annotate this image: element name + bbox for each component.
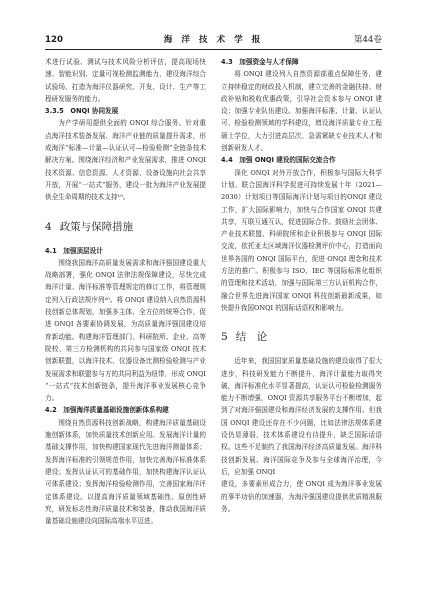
section-5-heading	[221, 330, 382, 344]
running-header	[45, 34, 382, 50]
journal-title: 海 洋 技 术 学 报	[163, 35, 264, 45]
section-4-title: 政策与保障措施	[59, 220, 134, 233]
paragraph-4-3: 将 ONQI 建设列入自然资源部重点保障任务，建立持续稳定的财政投入机制，建立完善的金融扶持、财政补贴和税收优惠政策，引导社会资本参与 ONQI 建设；加强专业队伍建设。加强海洋标准、计量、认证认可、检验检测领域的学科建设，增设海洋质量专业工程硕士学位，大力引进高层次、急需紧缺专业技术人才和创新研发人才。	[221, 70, 382, 153]
paragraph-4-2: 围绕自然资源科技创新战略，构建海洋质量基础设施创新体系，加快质量技术创新应用。发展海洋计量的基础支撑作用，加快构建国家现代先进海洋测量体系；发挥海洋标准的引领规范作用，加快完善海洋标准体系建设；发挥认证认可的基础作用，加快构建海洋认证认可体系建设；发挥海洋检验检测作用，完善国家海洋评定体系建设。以提高海洋质量领域基础性、原创性研究，研发标志性海洋质量技术和装备，推动我国海洋质量基础设施建设向国际高端水平迈进。	[45, 418, 206, 526]
paragraph-continued: 术进行试验、测试与技术风险分析评估，提高现场快速、智能识别、定量可视检测监测能力，建设海洋综合试验场，打造为海洋仪器研究、开发、设计、生产等工程研发服务的能力。	[45, 58, 206, 103]
section-4-number: 4	[45, 220, 52, 233]
subheading-4-4: 4.4 加强 ONQI 建设的国际交流合作	[221, 156, 336, 165]
paragraph-4-1: 围绕我国海洋高质量发展需求和海洋强国建设重大战略部署，强化 ONQI 法律法规保障建设，尽快完成海洋计量、海洋标准等管理规定的修订工作，将管理规定列入行政法规序列²⁰。将 ONQI 建设纳入自然资源科技创新总体规划，加强多主体、全方位的统筹合作，促进 ONQI 各要素协调发展，为高质量海洋强国建设培育新动能。构建海洋管理部门、科研院所、企业、高等院校、第三方检测机构的共同参与国家级 ONQI 技术创新联盟，以海洋技术、仪器设备比测检验检测与产业发展需求和联盟参与方的共同利益为纽带，形成 ONQI “一站式”技术创新链条，提升海洋事业发展核心竞争力。	[45, 258, 206, 403]
section-4-heading	[45, 220, 206, 234]
subheading-4-1: 4.1 加强顶层设计	[45, 246, 103, 255]
paragraph-4-4: 深化 ONQI 对外开放合作，积极参与国际大科学计划、联合国海洋科学促进可持续发展十年（2021—2030）计划项目等国际海洋计划与项目的ONQI 建设工作，扩大国际影响力，加快与合作国家 ONQI 共建共享，互联互通互认，促进国际合作。鼓励社会团体、产业技术联盟、科研院所和企业积极参与 ONQI 国际交流，依托亚太区域海洋仪器检测评价中心，打造面向世界各国的 ONQI 国际平台，促进 ONQI 理念和技术方法的推广。积极参与 ISO、IEC 等国际标准化组织的管理和技术活动，加强与国际第三方认证机构合作，融合世界先进海洋国家 ONQI 科技创新最新成果，如快提升我国ONQI 的国际话语权和影响力。	[221, 168, 382, 312]
paragraph-3-3-5: 为产学研用提供全面的 ONQI 综合服务。针对重点海洋技术装备发展、海洋产业链的质量提升需求，形成海洋“标准—计量—认证认可—检验检测”全链条技术解决方案。围绕海洋经济和产业发展需求，推进 ONQI 技术资源、信息资源、人才资源、设备设施向社会共享开放，开展“一站式”服务，建设一批为海洋产业发展提供全生命周期的技术支持¹⁹。	[45, 119, 206, 202]
page-number: 120	[45, 35, 63, 45]
right-column	[221, 56, 382, 515]
subheading-3-3-5: 3.3.5 ONQI 协同发展	[45, 107, 119, 116]
subheading-4-2: 4.2 加强海洋质量基础设施创新体系构建	[45, 406, 169, 415]
section-5-number: 5	[221, 331, 228, 344]
subheading-4-3: 4.3 加强资金与人才保障	[221, 58, 299, 66]
paragraph-5-a: 近年来，我国国家质量基础设施的建设取得了很大进步，科技研发能力不断提升，海洋计量能力取得突破，海洋标准化水平显著提高，认证认可检验检测服务能力不断增强，ONQI 资源共享服务平台不断增加，起到了对海洋强国建设和海洋经济发展的支撑作用。但我国 ONQI 建设还存在不少问题，比如法律法规体系建设仍显薄弱，技术体系建设有待提升，缺乏国际话语权。这些不足制约了我国海洋经济高质量发展。海洋科技创新发展、海洋国际竞争及参与全球海洋治理，今后，应加强 ONQI	[221, 357, 382, 476]
volume-label: 第44卷	[353, 35, 382, 45]
paragraph-5-b: 建设，多要素形成合力，使 ONQI 成为海洋事业发展的事半功倍的加速器，为海洋强国建设提供优质精准服务。	[221, 480, 382, 513]
section-5-title: 结 论	[235, 331, 268, 344]
left-column	[45, 56, 206, 527]
